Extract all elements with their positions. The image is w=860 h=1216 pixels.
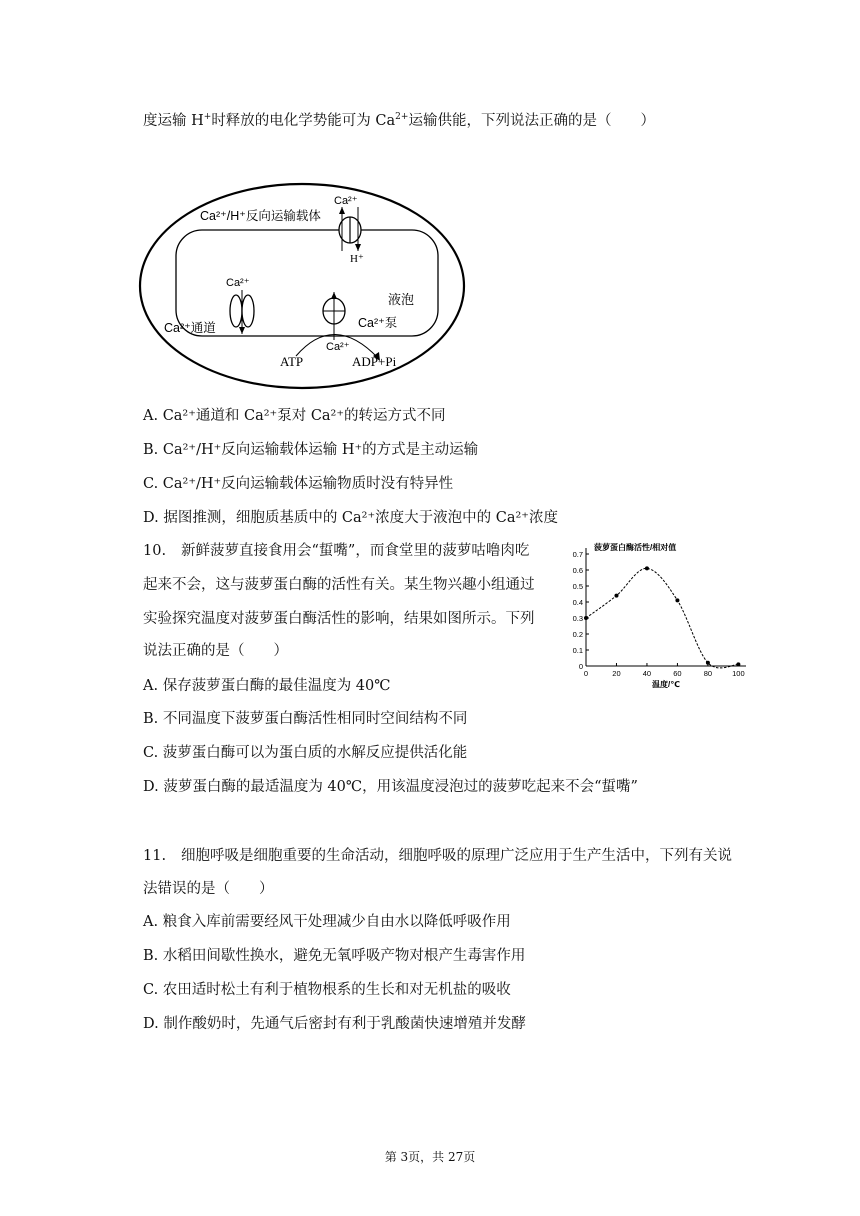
data-point bbox=[675, 598, 679, 602]
question-10-stem-line-3: 实验探究温度对菠萝蛋白酶活性的影响，结果如图所示。下列 bbox=[143, 611, 535, 627]
q9-option-a[interactable]: A. Ca²⁺通道和 Ca²⁺泵对 Ca²⁺的转运方式不同 bbox=[143, 408, 446, 424]
q11-option-a[interactable]: A. 粮食入库前需要经风干处理减少自由水以降低呼吸作用 bbox=[143, 914, 511, 930]
q9-option-c[interactable]: C. Ca²⁺/H⁺反向运输载体运输物质时没有特异性 bbox=[143, 476, 454, 492]
vacuole-label: 液泡 bbox=[388, 292, 415, 307]
q10-option-c[interactable]: C. 菠萝蛋白酶可以为蛋白质的水解反应提供活化能 bbox=[143, 745, 468, 761]
y-tick-label: 0.7 bbox=[572, 550, 583, 559]
chart-title: 菠萝蛋白酶活性/相对值 bbox=[594, 543, 677, 552]
q11-option-c[interactable]: C. 农田适时松土有利于植物根系的生长和对无机盐的吸收 bbox=[143, 982, 511, 998]
data-point bbox=[614, 594, 618, 598]
channel-label: Ca²⁺通道 bbox=[164, 321, 216, 335]
atp-label: ATP bbox=[280, 354, 304, 369]
y-tick-label: 0 bbox=[578, 662, 583, 671]
calcium-channel-icon bbox=[230, 290, 254, 334]
x-tick-label: 60 bbox=[673, 669, 682, 678]
adp-label: ADP+Pi bbox=[352, 354, 397, 369]
question-10-stem-line-2: 起来不会，这与菠萝蛋白酶的活性有关。某生物兴趣小组通过 bbox=[143, 577, 535, 593]
antiporter-ca-label: Ca²⁺ bbox=[334, 195, 358, 207]
question-9-stem: 度运输 H+时释放的电化学势能可为 $Ca^{2+}$运输供能，下列说法正确的是（ ） bbox=[143, 112, 655, 129]
question-11-stem-line-1: 11. 细胞呼吸是细胞重要的生命活动，细胞呼吸的原理广泛应用于生产生活中，下列有关说 bbox=[143, 848, 732, 864]
y-tick-label: 0.5 bbox=[572, 582, 583, 591]
channel-ca-label: Ca²⁺ bbox=[226, 277, 250, 289]
q10-option-a[interactable]: A. 保存菠萝蛋白酶的最佳温度为 40℃ bbox=[143, 678, 391, 694]
activity-curve bbox=[586, 568, 738, 668]
x-tick-label: 0 bbox=[583, 669, 589, 678]
antiporter-h-label: H⁺ bbox=[350, 253, 364, 265]
q9-option-b[interactable]: B. Ca²⁺/H⁺反向运输载体运输 H⁺的方式是主动运输 bbox=[143, 442, 479, 458]
y-tick-label: 0.3 bbox=[572, 614, 583, 623]
data-point bbox=[706, 661, 710, 665]
pump-label: Ca²⁺泵 bbox=[358, 316, 398, 330]
vacuole-transport-diagram bbox=[138, 180, 468, 392]
antiporter-label: Ca²⁺/H⁺反向运输载体 bbox=[200, 209, 321, 223]
page-footer: 第 3页，共 27页 bbox=[384, 1150, 476, 1164]
x-tick-label: 80 bbox=[703, 669, 713, 678]
q9-option-d[interactable]: D. 据图推测，细胞质基质中的 Ca²⁺浓度大于液泡中的 Ca²⁺浓度 bbox=[143, 510, 558, 526]
data-point bbox=[584, 616, 588, 620]
pump-ca-label: Ca²⁺ bbox=[326, 341, 350, 353]
y-tick-label: 0.2 bbox=[572, 630, 583, 639]
x-tick-label: 20 bbox=[612, 669, 621, 678]
x-tick-label: 100 bbox=[732, 669, 745, 678]
enzyme-activity-chart bbox=[566, 538, 756, 688]
data-point bbox=[736, 662, 740, 666]
question-10-stem-line-4: 说法正确的是（ ） bbox=[143, 643, 288, 659]
y-tick-label: 0.1 bbox=[572, 646, 583, 655]
question-10-stem-line-1: 10. 新鲜菠萝直接食用会“蜇嘴”，而食堂里的菠萝咕噜肉吃 bbox=[143, 543, 530, 559]
y-tick-label: 0.6 bbox=[572, 566, 583, 575]
question-number: 11. bbox=[143, 848, 167, 864]
antiporter-icon bbox=[339, 207, 361, 251]
x-tick-label: 40 bbox=[642, 669, 652, 678]
q10-option-b[interactable]: B. 不同温度下菠萝蛋白酶活性相同时空间结构不同 bbox=[143, 711, 468, 727]
question-11-stem-line-2: 法错误的是（ ） bbox=[143, 881, 274, 897]
q10-option-d[interactable]: D. 菠萝蛋白酶的最适温度为 40℃，用该温度浸泡过的菠萝吃起来不会“蜇嘴” bbox=[143, 779, 638, 795]
y-tick-label: 0.4 bbox=[572, 598, 583, 607]
q11-option-d[interactable]: D. 制作酸奶时，先通气后密封有利于乳酸菌快速增殖并发酵 bbox=[143, 1016, 526, 1032]
x-axis-label: 温度/℃ bbox=[652, 680, 680, 688]
question-number: 10. bbox=[143, 543, 167, 559]
data-point bbox=[645, 566, 649, 570]
q11-option-b[interactable]: B. 水稻田间歇性换水，避免无氧呼吸产物对根产生毒害作用 bbox=[143, 948, 526, 964]
